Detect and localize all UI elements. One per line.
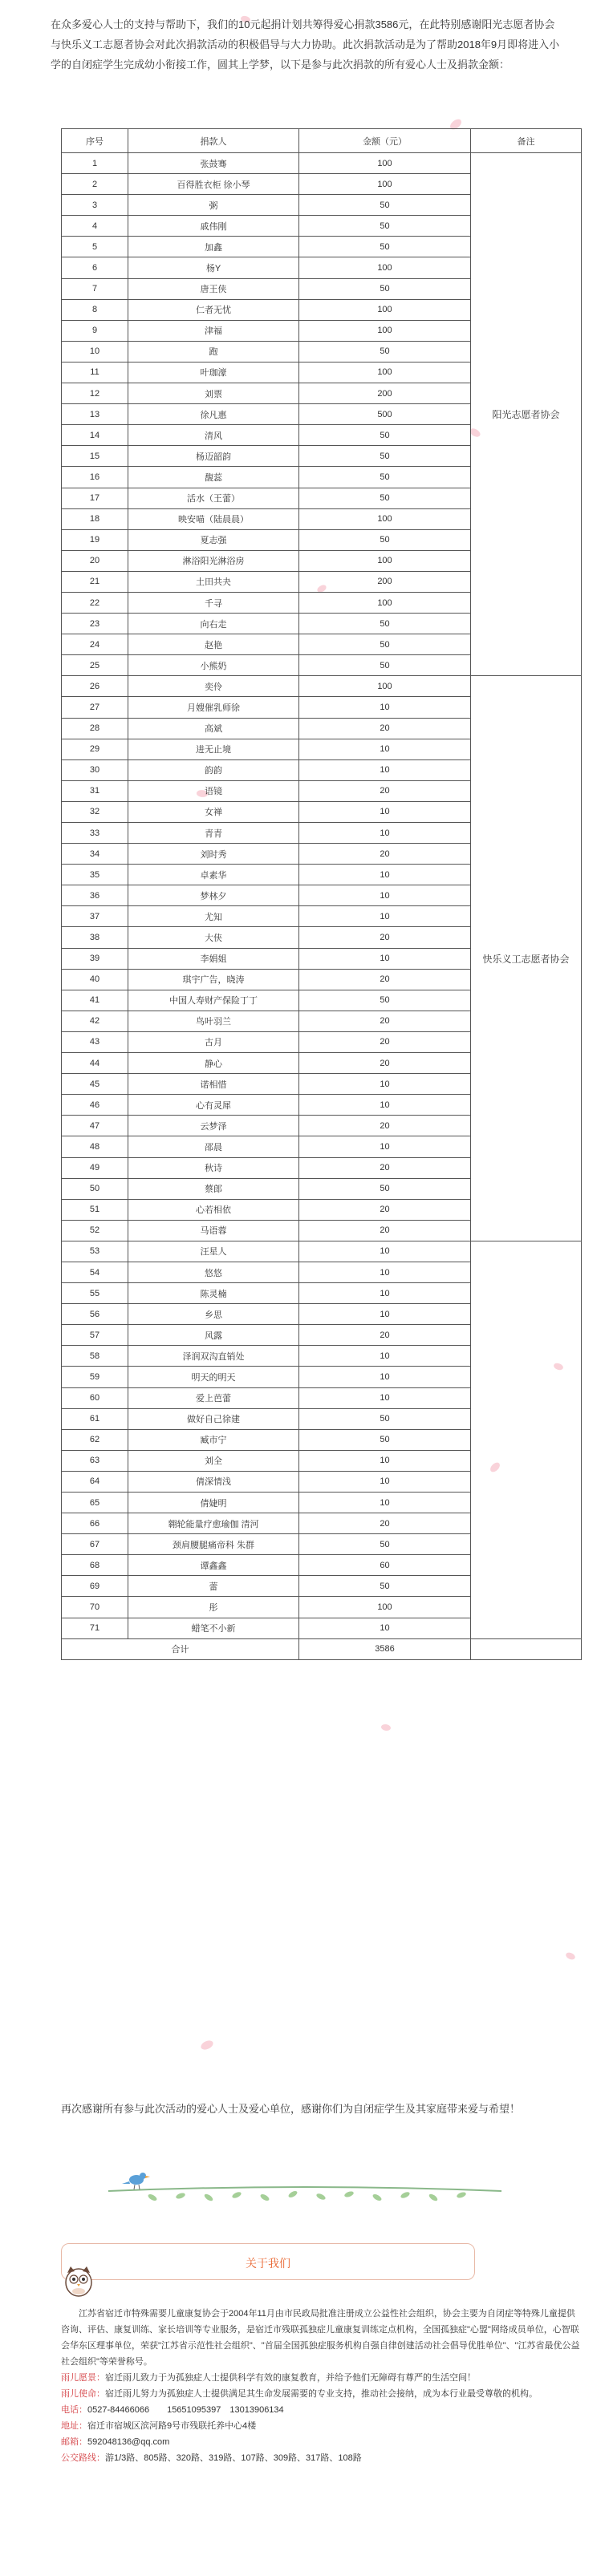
amount-cell: 50 [299,1429,471,1450]
index-cell: 71 [62,1618,128,1638]
index-cell: 32 [62,801,128,822]
donor-cell: 翱轮能量疗愈瑜伽 清河 [128,1513,299,1534]
amount-cell: 10 [299,1450,471,1471]
donor-cell: 淋浴阳光淋浴房 [128,550,299,571]
bus-value: 游1/3路、805路、320路、319路、107路、309路、317路、108路 [105,2453,362,2463]
amount-cell: 10 [299,1241,471,1262]
donor-cell: 心有灵犀 [128,1095,299,1116]
address-label: 地址： [61,2421,87,2431]
header-donor: 捐款人 [128,129,299,153]
donor-cell: 明天的明天 [128,1367,299,1387]
donor-cell: 梦林夕 [128,885,299,906]
amount-cell: 10 [299,1387,471,1408]
amount-cell: 20 [299,1116,471,1136]
index-cell: 11 [62,362,128,383]
total-label: 合计 [62,1638,299,1659]
donor-cell: 做好自己徐建 [128,1408,299,1429]
total-value: 3586 [299,1638,471,1659]
org-phone [61,2402,583,2418]
amount-cell: 10 [299,948,471,969]
index-cell: 18 [62,508,128,529]
note-cell: 快乐义工志愿者协会 [471,676,582,1241]
donor-cell: 琪宇广告，晓涛 [128,969,299,990]
mission-label: 雨儿使命： [61,2389,105,2399]
amount-cell: 10 [299,1304,471,1325]
donor-cell: 女禅 [128,801,299,822]
mission-text: 宿迁雨儿努力为孤独症人士提供满足其生命发展需要的专业支持，推动社会接纳，成为本行业最受尊敬的机构。 [105,2389,538,2399]
donor-cell: 李娟姐 [128,948,299,969]
index-cell: 31 [62,780,128,801]
index-cell: 29 [62,739,128,759]
donor-cell: 汪星人 [128,1241,299,1262]
amount-cell: 200 [299,571,471,592]
amount-cell: 50 [299,237,471,257]
index-cell: 54 [62,1262,128,1282]
amount-cell: 50 [299,467,471,488]
donor-cell: 刘票 [128,383,299,404]
index-cell: 17 [62,488,128,508]
index-cell: 23 [62,614,128,634]
donor-cell: 韵韵 [128,759,299,780]
amount-cell: 20 [299,1199,471,1220]
amount-cell: 20 [299,1053,471,1074]
amount-cell: 100 [299,592,471,613]
donor-cell: 马语蓉 [128,1220,299,1241]
org-address [61,2418,583,2434]
note-cell [471,1241,582,1638]
index-cell: 24 [62,634,128,655]
donor-cell: 清风 [128,425,299,446]
index-cell: 2 [62,174,128,195]
amount-cell: 20 [299,1011,471,1031]
index-cell: 53 [62,1241,128,1262]
index-cell: 42 [62,1011,128,1031]
index-cell: 68 [62,1555,128,1576]
donor-cell: 赵艳 [128,634,299,655]
donor-cell: 蕾 [128,1576,299,1597]
index-cell: 7 [62,278,128,299]
index-cell: 1 [62,153,128,174]
amount-cell: 100 [299,676,471,697]
amount-cell: 50 [299,1534,471,1555]
index-cell: 45 [62,1074,128,1095]
index-cell: 38 [62,927,128,948]
index-cell: 26 [62,676,128,697]
owl-mascot-icon [63,2262,95,2299]
donor-cell: 倩深情浅 [128,1471,299,1492]
note-cell: 阳光志愿者协会 [471,153,582,676]
index-cell: 21 [62,571,128,592]
amount-cell: 10 [299,1367,471,1387]
donor-cell: 心若相依 [128,1199,299,1220]
amount-cell: 100 [299,299,471,320]
donor-cell: 百得胜衣柜 徐小琴 [128,174,299,195]
table-row [62,676,582,697]
donor-cell: 静心 [128,1053,299,1074]
donor-cell: 中国人寿财产保险丁丁 [128,990,299,1011]
amount-cell: 500 [299,404,471,425]
amount-cell: 50 [299,216,471,237]
index-cell: 43 [62,1031,128,1052]
org-mission [61,2386,583,2402]
donor-cell: 进无止境 [128,739,299,759]
index-cell: 28 [62,718,128,739]
donor-cell: 奕伶 [128,676,299,697]
donor-cell: 臧市宁 [128,1429,299,1450]
index-cell: 15 [62,446,128,467]
donor-table-wrapper [61,128,581,1660]
amount-cell: 10 [299,1283,471,1304]
donor-cell: 映安喵（陆晨晨） [128,508,299,529]
amount-cell: 20 [299,1031,471,1052]
about-us-title: 关于我们 [246,2257,290,2270]
index-cell: 37 [62,906,128,927]
amount-cell: 10 [299,1074,471,1095]
donor-cell: 古月 [128,1031,299,1052]
donor-cell: 大侠 [128,927,299,948]
index-cell: 41 [62,990,128,1011]
index-cell: 62 [62,1429,128,1450]
donor-cell: 鸟叶羽兰 [128,1011,299,1031]
donor-cell: 向右走 [128,614,299,634]
donor-cell: 云梦泽 [128,1116,299,1136]
branch-leaves-icon [104,2165,505,2213]
amount-cell: 50 [299,446,471,467]
amount-cell: 50 [299,614,471,634]
amount-cell: 20 [299,1513,471,1534]
amount-cell: 20 [299,844,471,865]
org-vision [61,2370,583,2386]
email-value[interactable]: 592048136@qq.com [87,2437,170,2447]
petal-decoration [200,2039,214,2051]
org-email [61,2434,583,2450]
amount-cell: 50 [299,1408,471,1429]
donor-cell: 叶珈濠 [128,362,299,383]
amount-cell: 100 [299,257,471,278]
donor-cell: 悠悠 [128,1262,299,1282]
amount-cell: 60 [299,1555,471,1576]
amount-cell: 20 [299,1157,471,1178]
index-cell: 12 [62,383,128,404]
amount-cell: 20 [299,927,471,948]
vision-label: 雨儿愿景： [61,2373,105,2383]
amount-cell: 200 [299,383,471,404]
amount-cell: 50 [299,1178,471,1199]
index-cell: 48 [62,1136,128,1157]
amount-cell: 100 [299,1597,471,1618]
donor-cell: 徐凡惠 [128,404,299,425]
donor-cell: 乡思 [128,1304,299,1325]
amount-cell: 10 [299,1471,471,1492]
amount-cell: 10 [299,885,471,906]
donor-cell: 千寻 [128,592,299,613]
amount-cell: 20 [299,969,471,990]
index-cell: 55 [62,1283,128,1304]
donor-cell: 高斌 [128,718,299,739]
index-cell: 63 [62,1450,128,1471]
amount-cell: 100 [299,174,471,195]
amount-cell: 10 [299,823,471,844]
amount-cell: 10 [299,801,471,822]
amount-cell: 50 [299,341,471,362]
donor-cell: 蔡郎 [128,1178,299,1199]
index-cell: 35 [62,865,128,885]
organization-info [61,2306,583,2466]
vision-text: 宿迁雨儿致力于为孤独症人士提供科学有效的康复教育，并给予他们无障碍有尊严的生活空间！ [105,2373,476,2383]
donor-cell: 颈肩腰腿痛帝科 朱群 [128,1534,299,1555]
index-cell: 67 [62,1534,128,1555]
index-cell: 49 [62,1157,128,1178]
email-label: 邮箱： [61,2437,87,2447]
index-cell: 40 [62,969,128,990]
index-cell: 59 [62,1367,128,1387]
index-cell: 66 [62,1513,128,1534]
amount-cell: 50 [299,529,471,550]
index-cell: 13 [62,404,128,425]
donor-cell: 仁者无忧 [128,299,299,320]
phone-label: 电话： [61,2405,87,2415]
donor-cell: 刘时秀 [128,844,299,865]
index-cell: 61 [62,1408,128,1429]
donor-cell: 戚伟刚 [128,216,299,237]
donor-table [61,128,582,1660]
index-cell: 58 [62,1346,128,1367]
index-cell: 47 [62,1116,128,1136]
amount-cell: 10 [299,739,471,759]
donor-cell: 卓素华 [128,865,299,885]
donor-cell: 津福 [128,320,299,341]
donor-cell: 小熊奶 [128,655,299,676]
donor-cell: 杨迈韶韵 [128,446,299,467]
index-cell: 33 [62,823,128,844]
petal-decoration [380,1723,392,1732]
amount-cell: 50 [299,488,471,508]
index-cell: 6 [62,257,128,278]
thanks-paragraph: 再次感谢所有参与此次活动的爱心人士及爱心单位，感谢你们为自闭症学生及其家庭带来爱与希望！ [61,2103,521,2115]
index-cell: 36 [62,885,128,906]
index-cell: 4 [62,216,128,237]
donor-cell: 谭鑫鑫 [128,1555,299,1576]
donor-cell: 蜡笔不小新 [128,1618,299,1638]
index-cell: 25 [62,655,128,676]
amount-cell: 10 [299,1618,471,1638]
donor-cell: 青青 [128,823,299,844]
phone-value: 0527-84466066 15651095397 13013906134 [87,2405,284,2415]
amount-cell: 10 [299,865,471,885]
header-note: 备注 [471,129,582,153]
index-cell: 56 [62,1304,128,1325]
index-cell: 3 [62,195,128,216]
amount-cell: 10 [299,759,471,780]
amount-cell: 100 [299,153,471,174]
index-cell: 65 [62,1493,128,1513]
donor-cell: 活水（王蕾） [128,488,299,508]
donor-cell: 馥蕊 [128,467,299,488]
table-row [62,1241,582,1262]
amount-cell: 10 [299,1346,471,1367]
donor-cell: 土田共夬 [128,571,299,592]
amount-cell: 50 [299,1576,471,1597]
donor-cell: 月嫂催乳师徐 [128,697,299,718]
index-cell: 27 [62,697,128,718]
donor-cell: 秋诗 [128,1157,299,1178]
amount-cell: 20 [299,1220,471,1241]
amount-cell: 100 [299,508,471,529]
donor-cell: 邵晨 [128,1136,299,1157]
amount-cell: 100 [299,550,471,571]
donor-cell: 加鑫 [128,237,299,257]
index-cell: 52 [62,1220,128,1241]
table-header-row [62,129,582,153]
donor-cell: 倩婕明 [128,1493,299,1513]
amount-cell: 10 [299,1136,471,1157]
index-cell: 69 [62,1576,128,1597]
index-cell: 46 [62,1095,128,1116]
donor-cell: 张鼓骞 [128,153,299,174]
amount-cell: 10 [299,906,471,927]
donor-cell: 诺相惜 [128,1074,299,1095]
address-value: 宿迁市宿城区滨河路9号市残联托养中心4楼 [87,2421,257,2431]
amount-cell: 20 [299,1325,471,1346]
index-cell: 30 [62,759,128,780]
donor-cell: 爱上芭蕾 [128,1387,299,1408]
index-cell: 57 [62,1325,128,1346]
amount-cell: 50 [299,278,471,299]
donor-cell: 彤 [128,1597,299,1618]
donor-cell: 风露 [128,1325,299,1346]
index-cell: 60 [62,1387,128,1408]
donor-cell: 尤知 [128,906,299,927]
amount-cell: 50 [299,425,471,446]
table-row [62,153,582,174]
donor-cell: 唐王侠 [128,278,299,299]
index-cell: 10 [62,341,128,362]
donor-cell: 泽润双沟直销处 [128,1346,299,1367]
index-cell: 9 [62,320,128,341]
index-cell: 51 [62,1199,128,1220]
index-cell: 19 [62,529,128,550]
index-cell: 22 [62,592,128,613]
index-cell: 34 [62,844,128,865]
index-cell: 44 [62,1053,128,1074]
amount-cell: 50 [299,990,471,1011]
amount-cell: 10 [299,1095,471,1116]
donor-table-body [62,153,582,1639]
index-cell: 5 [62,237,128,257]
index-cell: 50 [62,1178,128,1199]
index-cell: 20 [62,550,128,571]
bus-label: 公交路线： [61,2453,105,2463]
donor-cell: 刘全 [128,1450,299,1471]
donor-cell: 跑 [128,341,299,362]
amount-cell: 50 [299,195,471,216]
amount-cell: 10 [299,1262,471,1282]
about-us-box [61,2243,475,2280]
index-cell: 39 [62,948,128,969]
amount-cell: 100 [299,320,471,341]
amount-cell: 20 [299,780,471,801]
donor-cell: 陈灵楠 [128,1283,299,1304]
index-cell: 64 [62,1471,128,1492]
index-cell: 16 [62,467,128,488]
header-index: 序号 [62,129,128,153]
intro-paragraph: 在众多爱心人士的支持与帮助下，我们的10元起捐计划共筹得爱心捐款3586元，在此特别感谢阳光志愿者协会与快乐义工志愿者协会对此次捐款活动的积极倡导与大力协助。此次捐款活动是为了帮助2018年9月即将进入小学的自闭症学生完成幼小衔接工作，圆其上学梦，以下是参与此次捐款的所有爱心人士及捐款金额： [51,18,560,71]
amount-cell: 50 [299,634,471,655]
amount-cell: 10 [299,697,471,718]
amount-cell: 10 [299,1493,471,1513]
org-description: 江苏省宿迁市特殊需要儿童康复协会于2004年11月由市民政局批准注册成立公益性社会组织，协会主要为自闭症等特殊儿童提供咨询、评估、康复训练、家长培训等专业服务，是宿迁市残联孤独症儿童康复训练定点机构，全国孤独症"心盟"网络成员单位，心智联会华东区理事单位，荣获"江苏省示范性社会组织"、"首届全国孤独症服务机构自强自律创建活动社会倡导优胜单位"、"江苏省最优公益社会组织"等荣誉称号。 [61,2309,580,2367]
header-amount: 金额（元） [299,129,471,153]
donor-cell: 夏志强 [128,529,299,550]
petal-decoration [565,1950,576,1961]
index-cell: 8 [62,299,128,320]
total-note [471,1638,582,1659]
donor-cell: 语镜 [128,780,299,801]
amount-cell: 50 [299,655,471,676]
amount-cell: 100 [299,362,471,383]
total-row [62,1638,582,1659]
amount-cell: 20 [299,718,471,739]
donor-cell: 粥 [128,195,299,216]
donor-cell: 杨Y [128,257,299,278]
index-cell: 70 [62,1597,128,1618]
index-cell: 14 [62,425,128,446]
org-bus [61,2450,583,2466]
